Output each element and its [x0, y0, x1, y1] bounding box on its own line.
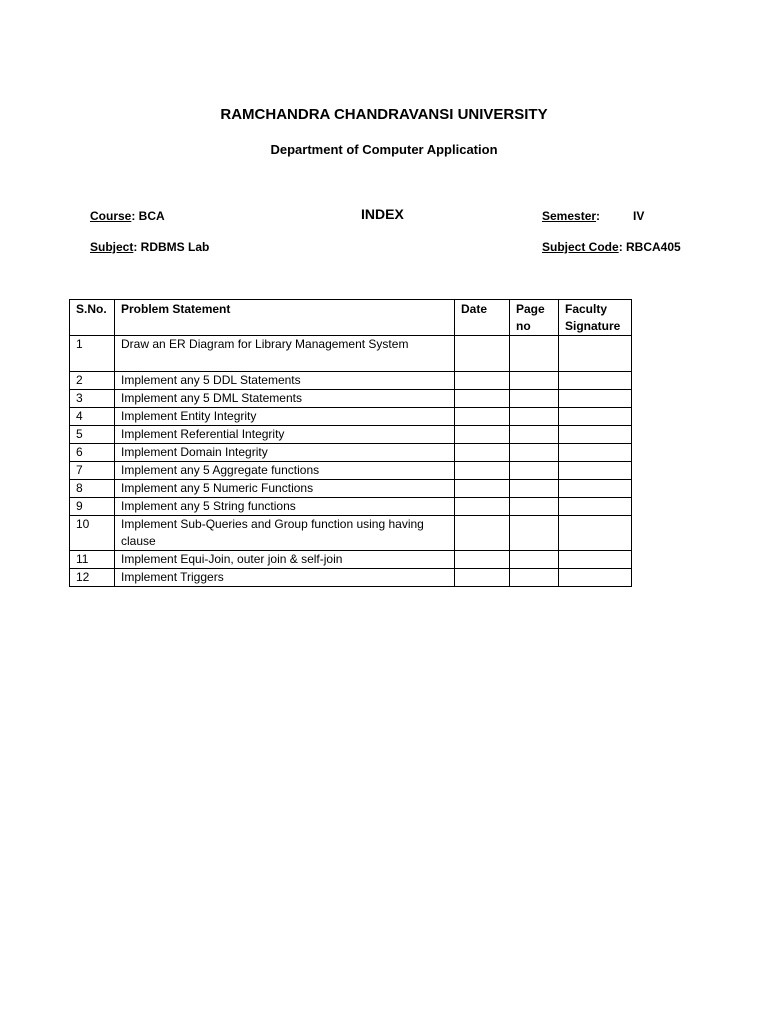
subject-code-value: : RBCA405 — [618, 240, 681, 254]
row-signature — [559, 372, 632, 390]
table-row — [70, 390, 632, 408]
row-problem: Implement any 5 Numeric Functions — [115, 480, 455, 498]
row-signature — [559, 551, 632, 569]
row-page — [510, 426, 559, 444]
table-row — [70, 336, 632, 372]
course-value: : BCA — [131, 209, 165, 223]
row-date — [455, 408, 510, 426]
row-problem: Implement Equi-Join, outer join & self-join — [115, 551, 455, 569]
row-sno: 8 — [70, 480, 115, 498]
row-page — [510, 390, 559, 408]
row-date — [455, 444, 510, 462]
row-date — [455, 551, 510, 569]
row-problem: Implement any 5 String functions — [115, 498, 455, 516]
row-page — [510, 516, 559, 551]
table-header-row — [70, 300, 632, 336]
table-row — [70, 408, 632, 426]
row-signature — [559, 336, 632, 372]
row-date — [455, 498, 510, 516]
row-problem: Implement any 5 Aggregate functions — [115, 462, 455, 480]
row-signature — [559, 444, 632, 462]
semester-value: IV — [633, 209, 645, 223]
row-date — [455, 336, 510, 372]
row-problem: Implement Entity Integrity — [115, 408, 455, 426]
row-problem: Implement any 5 DML Statements — [115, 390, 455, 408]
row-problem: Draw an ER Diagram for Library Management System — [115, 336, 455, 372]
row-sno: 10 — [70, 516, 115, 551]
index-heading: INDEX — [361, 206, 404, 222]
row-page — [510, 462, 559, 480]
row-page — [510, 498, 559, 516]
table-row — [70, 426, 632, 444]
row-problem: Implement any 5 DDL Statements — [115, 372, 455, 390]
table-row — [70, 498, 632, 516]
row-signature — [559, 390, 632, 408]
header-page-no: Page no — [510, 300, 559, 336]
semester-label: Semester — [542, 209, 597, 223]
row-problem: Implement Sub-Queries and Group function using having clause — [115, 516, 455, 551]
row-page — [510, 569, 559, 587]
row-sno: 2 — [70, 372, 115, 390]
department-subtitle: Department of Computer Application — [270, 142, 498, 157]
course-field — [90, 209, 165, 223]
row-sno: 11 — [70, 551, 115, 569]
row-sno: 12 — [70, 569, 115, 587]
row-date — [455, 569, 510, 587]
index-table — [69, 299, 632, 587]
row-date — [455, 516, 510, 551]
row-page — [510, 444, 559, 462]
row-signature — [559, 516, 632, 551]
row-page — [510, 480, 559, 498]
row-sno: 5 — [70, 426, 115, 444]
table-row — [70, 569, 632, 587]
row-sno: 4 — [70, 408, 115, 426]
table-row — [70, 480, 632, 498]
header-problem-statement: Problem Statement — [115, 300, 455, 336]
table-row — [70, 372, 632, 390]
row-date — [455, 462, 510, 480]
semester-colon: : — [596, 209, 601, 223]
subject-field — [90, 240, 209, 254]
semester-field — [542, 209, 600, 223]
row-problem: Implement Triggers — [115, 569, 455, 587]
row-signature — [559, 569, 632, 587]
table-row — [70, 444, 632, 462]
row-sno: 6 — [70, 444, 115, 462]
subject-label: Subject — [90, 240, 134, 254]
row-sno: 7 — [70, 462, 115, 480]
university-title: RAMCHANDRA CHANDRAVANSI UNIVERSITY — [220, 106, 548, 123]
row-sno: 3 — [70, 390, 115, 408]
subject-code-label: Subject Code — [542, 240, 619, 254]
row-page — [510, 372, 559, 390]
row-sno: 9 — [70, 498, 115, 516]
header-sno: S.No. — [70, 300, 115, 336]
row-problem: Implement Referential Integrity — [115, 426, 455, 444]
table-row — [70, 516, 632, 551]
row-problem: Implement Domain Integrity — [115, 444, 455, 462]
row-page — [510, 336, 559, 372]
subject-code-field — [542, 240, 681, 254]
row-signature — [559, 480, 632, 498]
row-page — [510, 408, 559, 426]
row-date — [455, 390, 510, 408]
row-page — [510, 551, 559, 569]
row-sno: 1 — [70, 336, 115, 372]
course-label: Course — [90, 209, 132, 223]
row-signature — [559, 462, 632, 480]
row-signature — [559, 498, 632, 516]
row-signature — [559, 408, 632, 426]
row-date — [455, 480, 510, 498]
table-row — [70, 462, 632, 480]
header-date: Date — [455, 300, 510, 336]
row-date — [455, 426, 510, 444]
table-row — [70, 551, 632, 569]
row-date — [455, 372, 510, 390]
header-faculty-signature: Faculty Signature — [559, 300, 632, 336]
row-signature — [559, 426, 632, 444]
subject-value: : RDBMS Lab — [133, 240, 210, 254]
